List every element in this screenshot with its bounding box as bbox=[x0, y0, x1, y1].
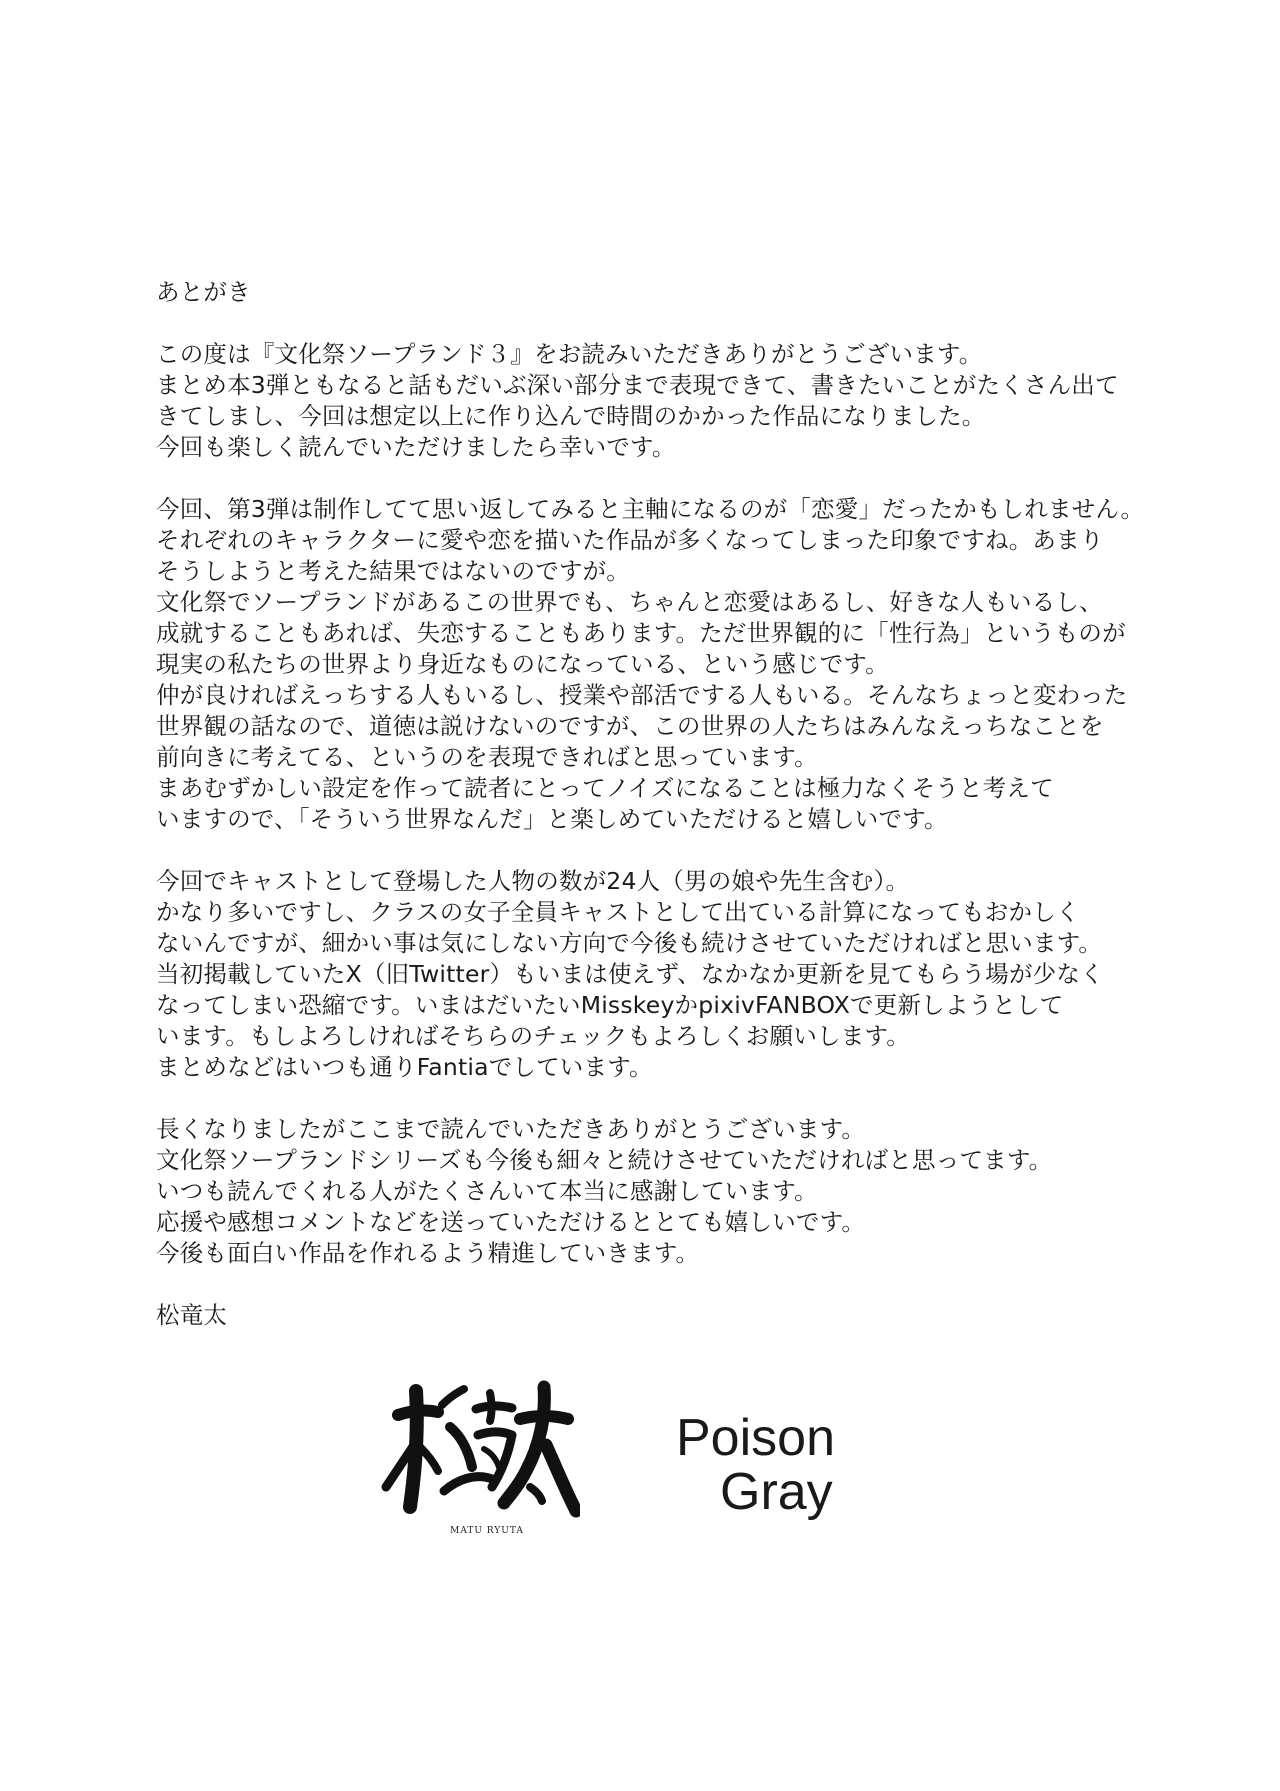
circle-name-line-2: Gray bbox=[720, 1463, 833, 1521]
paragraph-gap bbox=[156, 835, 1156, 866]
afterword-text bbox=[156, 277, 1156, 1331]
paragraph-4-line-1: 長くなりましたがここまで読んでいただきありがとうございます。 bbox=[156, 1115, 866, 1143]
paragraph-gap bbox=[156, 1083, 1156, 1114]
paragraph-4-line-2: 文化祭ソープランドシリーズも今後も細々と続けさせていただければと思ってます。 bbox=[156, 1146, 1053, 1174]
author-calligraphy-logo bbox=[380, 1375, 580, 1545]
paragraph-gap bbox=[156, 463, 1156, 494]
paragraph-2-line-9: 前向きに考えてる、というのを表現できればと思っています。 bbox=[156, 743, 818, 771]
paragraph-2-line-1: 今回、第3弾は制作してて思い返してみると主軸になるのが「恋愛」だったかもしれません。 bbox=[156, 495, 1145, 523]
paragraph-1-line-2: まとめ本3弾ともなると話もだいぶ深い部分まで表現できて、書きたいことがたくさん出て bbox=[156, 371, 1119, 399]
paragraph-2-line-10: まあむずかしい設定を作って読者にとってノイズになることは極力なくそうと考えて bbox=[156, 774, 1054, 802]
signature: 松竜太 bbox=[156, 1301, 228, 1329]
paragraph-2-line-5: 成就することもあれば、失恋することもあります。ただ世界観的に「性行為」というものが bbox=[156, 619, 1126, 647]
paragraph-3-line-1: 今回でキャストとして登場した人物の数が24人（男の娘や先生含む）。 bbox=[156, 867, 910, 895]
paragraph-3-line-7: まとめなどはいつも通りFantiaでしています。 bbox=[156, 1053, 653, 1081]
logo-area bbox=[380, 1375, 940, 1545]
paragraph-3-line-2: かなり多いですし、クラスの女子全員キャストとして出ている計算になってもおかしく bbox=[156, 898, 1080, 926]
paragraph-3-line-3: ないんですが、細かい事は気にしない方向で今後も続けさせていただければと思います。 bbox=[156, 929, 1103, 957]
paragraph-2-line-6: 現実の私たちの世界より身近なものになっている、という感じです。 bbox=[156, 650, 889, 678]
brush-strokes-icon bbox=[380, 1375, 580, 1525]
paragraph-3-line-6: います。もしよろしければそちらのチェックもよろしくお願いします。 bbox=[156, 1022, 910, 1050]
paragraph-1-line-3: きてしまし、今回は想定以上に作り込んで時間のかかった作品になりました。 bbox=[156, 402, 986, 430]
circle-logo bbox=[676, 1411, 835, 1519]
paragraph-2-line-7: 仲が良ければえっちする人もいるし、授業や部活でする人もいる。そんなちょっと変わった bbox=[156, 681, 1128, 709]
paragraph-2-line-3: そうしようと考えた結果ではないのですが。 bbox=[156, 557, 630, 585]
paragraph-4-line-5: 今後も面白い作品を作れるよう精進していきます。 bbox=[156, 1239, 700, 1267]
paragraph-2-line-4: 文化祭でソープランドがあるこの世界でも、ちゃんと恋愛はあるし、好きな人もいるし、 bbox=[156, 588, 1103, 616]
paragraph-3-line-4: 当初掲載していたX（旧Twitter）もいまは使えず、なかなか更新を見てもらう場が少なく bbox=[156, 960, 1104, 988]
paragraph-2-line-8: 世界観の話なので、道徳は説けないのですが、この世界の人たちはみんなえっちなことを bbox=[156, 712, 1104, 740]
paragraph-gap bbox=[156, 1269, 1156, 1300]
paragraph-3-line-5: なってしまい恐縮です。いまはだいたいMisskeyかpixivFANBOXで更新しようとして bbox=[156, 991, 1064, 1019]
author-romaji: MATU RYUTA bbox=[450, 1526, 524, 1536]
paragraph-1-line-1: この度は『文化祭ソープランド３』をお読みいただきありがとうございます。 bbox=[156, 340, 983, 368]
paragraph-2-line-2: それぞれのキャラクターに愛や恋を描いた作品が多くなってしまった印象ですね。あまり bbox=[156, 526, 1104, 554]
paragraph-4-line-4: 応援や感想コメントなどを送っていただけるととても嬉しいです。 bbox=[156, 1208, 866, 1236]
paragraph-4-line-3: いつも読んでくれる人がたくさんいて本当に感謝しています。 bbox=[156, 1177, 818, 1205]
paragraph-1-line-4: 今回も楽しく読んでいただけましたら幸いです。 bbox=[156, 433, 676, 461]
circle-name-line-1: Poison bbox=[676, 1409, 835, 1467]
afterword-heading: あとがき bbox=[156, 278, 251, 306]
paragraph-gap bbox=[156, 308, 1156, 339]
paragraph-2-line-11: いますので、「そういう世界なんだ」と楽しめていただけると嬉しいです。 bbox=[156, 805, 948, 833]
